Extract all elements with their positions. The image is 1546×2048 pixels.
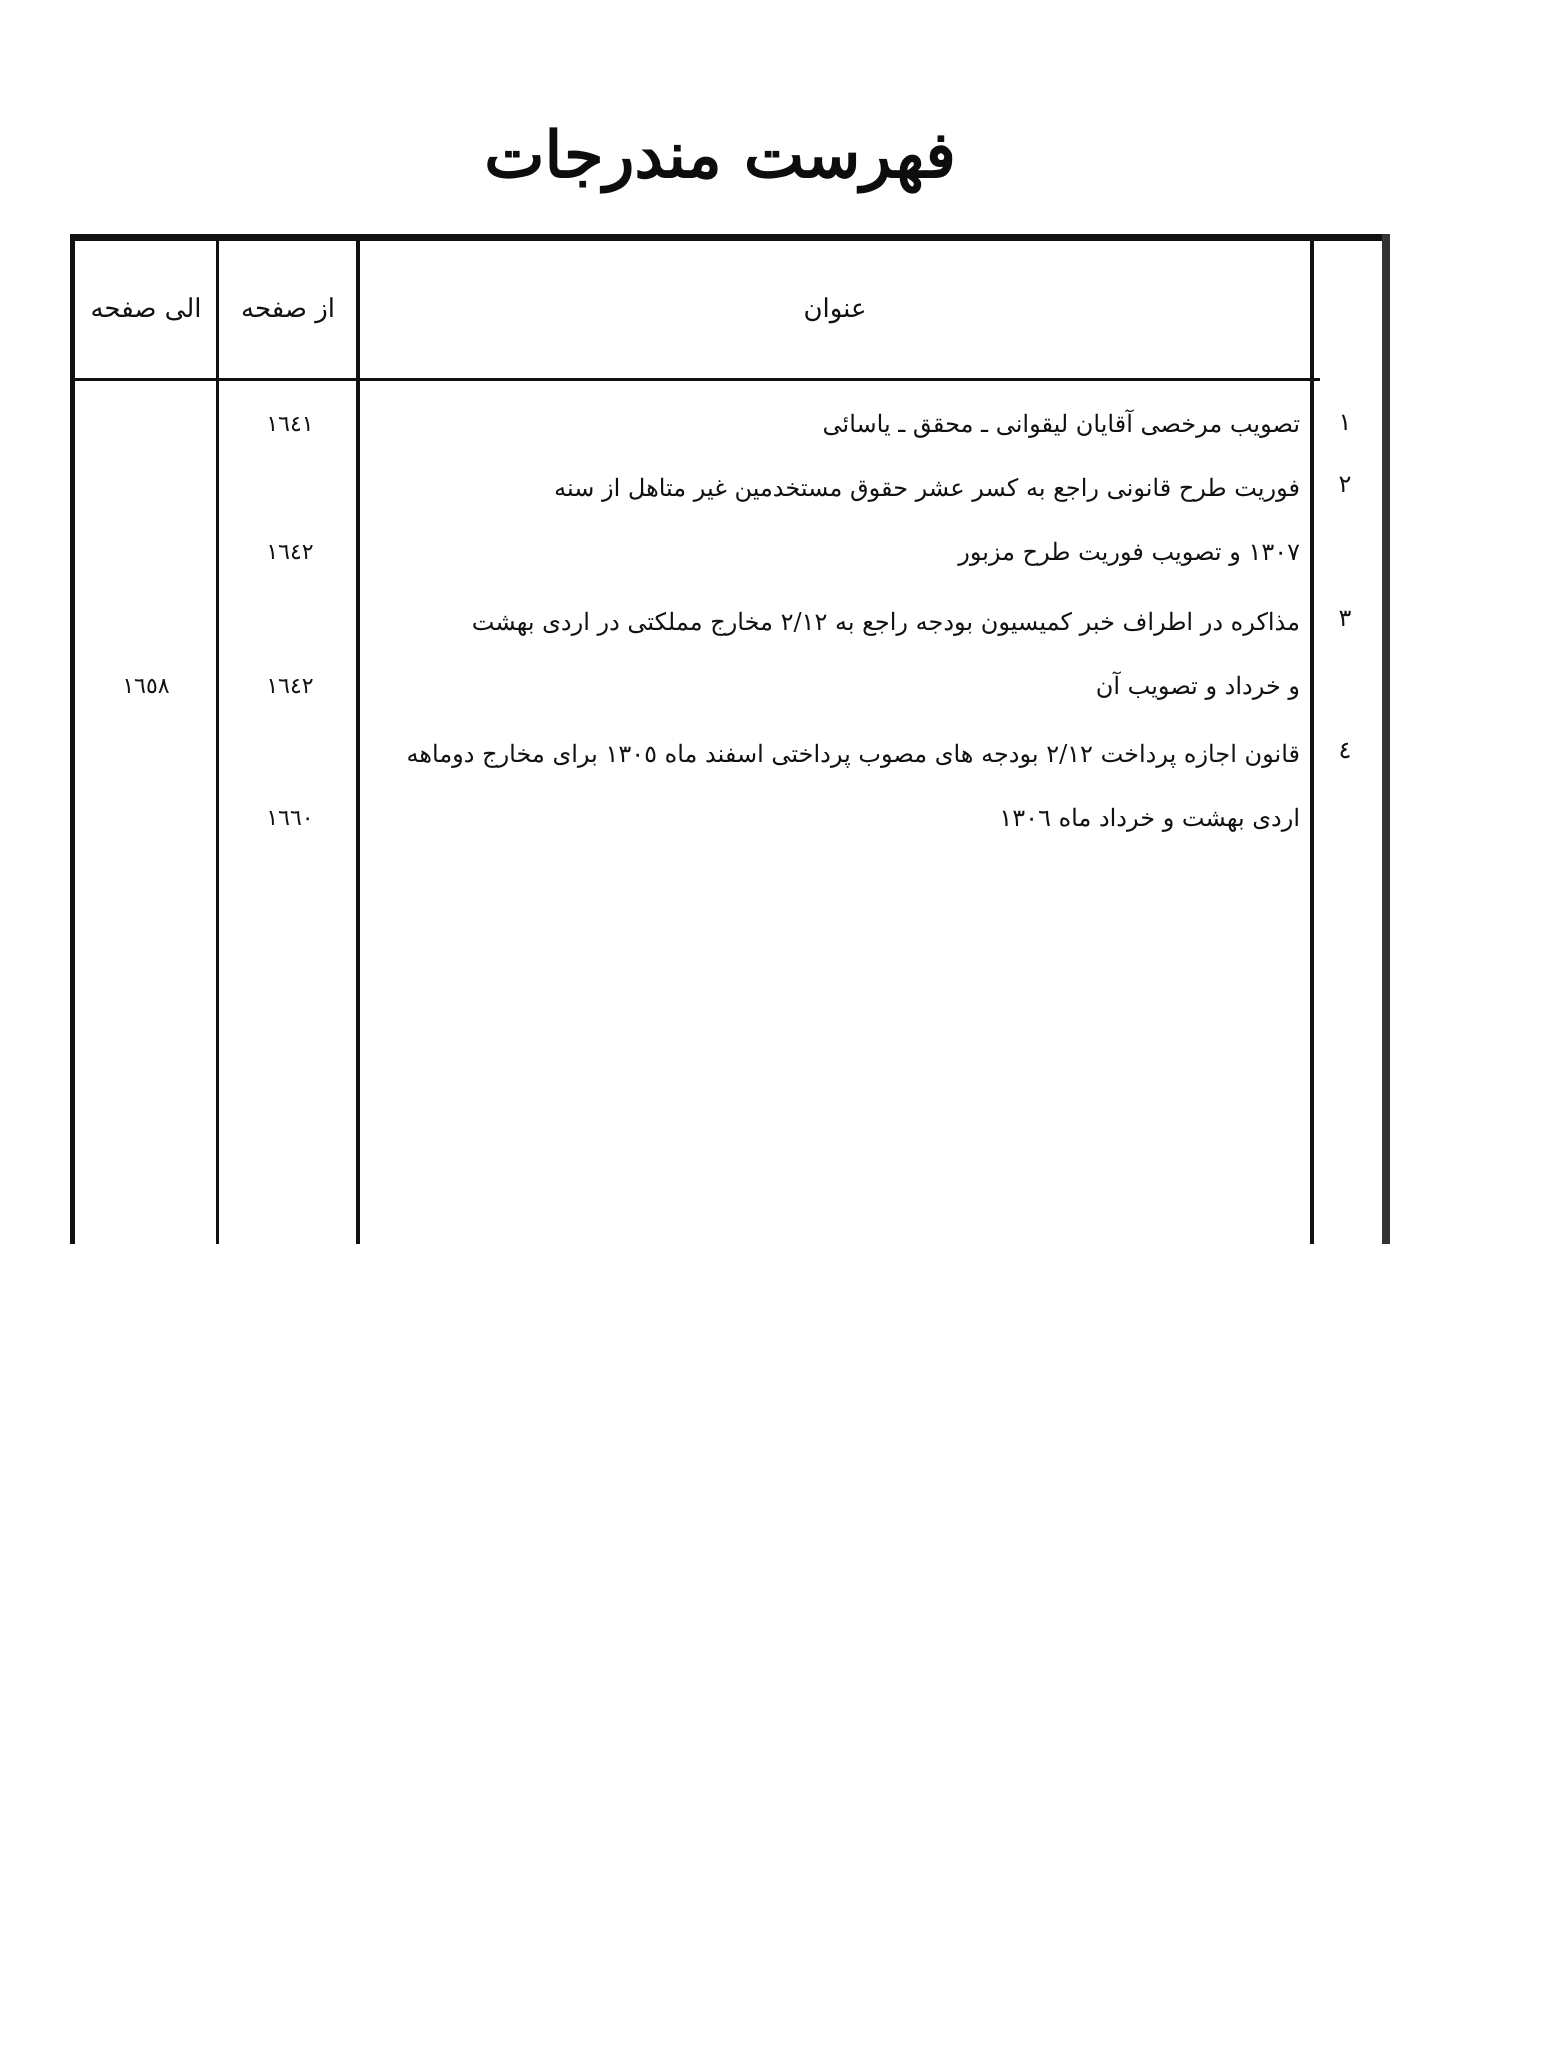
header-to-page: الی صفحه bbox=[90, 294, 202, 324]
row-title-line: و خرداد و تصویب آن bbox=[1095, 672, 1300, 700]
row-title-line: مذاکره در اطراف خبر کمیسیون بودجه راجع به ٢/١٢ مخارج مملکتی در اردی بهشت bbox=[471, 608, 1300, 636]
header-separator bbox=[70, 378, 1320, 381]
row-title-line: فوریت طرح قانونی راجع به کسر عشر حقوق مستخدمین غیر متاهل از سنه bbox=[554, 474, 1300, 502]
column-divider-number bbox=[1310, 234, 1314, 1244]
row-from-page: ١٦٦٠ bbox=[266, 806, 314, 831]
page-title: فهرست مندرجات bbox=[484, 118, 956, 193]
table-left-border bbox=[70, 234, 75, 1244]
header-subject: عنوان bbox=[803, 294, 867, 324]
column-divider-title bbox=[356, 234, 360, 1244]
row-title-line: تصویب مرخصی آقایان لیقوانی ـ محقق ـ یاسائی bbox=[822, 410, 1300, 438]
row-from-page: ١٦٤٢ bbox=[266, 674, 314, 699]
table-right-border bbox=[1382, 234, 1390, 1244]
row-number: ١ bbox=[1338, 408, 1352, 436]
row-number: ٣ bbox=[1338, 604, 1352, 632]
row-number: ٤ bbox=[1338, 736, 1352, 764]
contents-table bbox=[70, 234, 1390, 1244]
row-from-page: ١٦٤٢ bbox=[266, 540, 314, 565]
table-top-border bbox=[70, 234, 1390, 241]
row-number: ٢ bbox=[1338, 470, 1352, 498]
row-title-line: قانون اجازه پرداخت ٢/١٢ بودجه های مصوب پرداختی اسفند ماه ١٣٠٥ برای مخارج دوماهه bbox=[406, 740, 1300, 768]
row-title-line: ١٣٠٧ و تصویب فوریت طرح مزبور bbox=[958, 538, 1300, 566]
header-from-page: از صفحه bbox=[241, 294, 335, 324]
row-title-line: اردی بهشت و خرداد ماه ١٣٠٦ bbox=[999, 804, 1300, 832]
row-from-page: ١٦٤١ bbox=[266, 412, 314, 437]
column-divider-from bbox=[216, 234, 219, 1244]
row-to-page: ١٦٥٨ bbox=[122, 674, 170, 699]
